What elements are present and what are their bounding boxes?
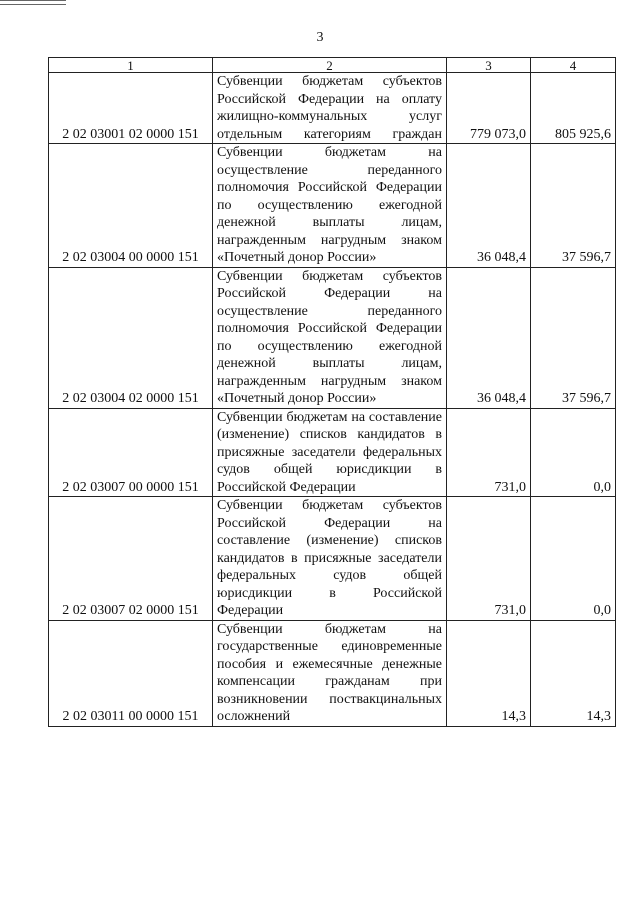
budget-code: 2 02 03001 02 0000 151 (49, 73, 213, 144)
amount-column-4: 0,0 (531, 408, 616, 497)
table-row (49, 73, 616, 144)
amount-column-3: 779 073,0 (447, 73, 531, 144)
description-text: Субвенции бюджетам субъектов Российской Федерации на осуществление переданного полномочия Российской Федерации по осуществлению ежегодной денежной выплаты лицам, награжденным нагрудным знаком «Почетный донор России» (217, 268, 442, 406)
column-header-2: 2 (213, 58, 447, 73)
amount-column-3: 36 048,4 (447, 267, 531, 408)
row-description (213, 620, 447, 726)
budget-code: 2 02 03004 00 0000 151 (49, 144, 213, 268)
description-text: Субвенции бюджетам на государственные единовременные пособия и ежемесячные денежные компенсации гражданам при возникновении поствакцинальных осложнений (217, 621, 442, 724)
column-header-3: 3 (447, 58, 531, 73)
description-text: Субвенции бюджетам на осуществление переданного полномочия Российской Федерации по осуществлению ежегодной денежной выплаты лицам, награжденным нагрудным знаком «Почетный донор России» (217, 145, 442, 265)
row-description (213, 144, 447, 268)
column-header-1: 1 (49, 58, 213, 73)
budget-table (48, 57, 616, 727)
description-text: Субвенции бюджетам на составление (изменение) списков кандидатов в присяжные заседатели федеральных судов общей юрисдикции в Российской Федерации (217, 409, 442, 495)
column-header-4: 4 (531, 58, 616, 73)
amount-column-4: 0,0 (531, 497, 616, 621)
table-row (49, 497, 616, 621)
table-row (49, 408, 616, 497)
table-row (49, 620, 616, 726)
row-description (213, 267, 447, 408)
amount-column-4: 37 596,7 (531, 144, 616, 268)
table-row (49, 267, 616, 408)
header-row (49, 58, 616, 73)
budget-code: 2 02 03004 02 0000 151 (49, 267, 213, 408)
amount-column-3: 731,0 (447, 497, 531, 621)
row-description (213, 497, 447, 621)
amount-column-4: 37 596,7 (531, 267, 616, 408)
description-text: Субвенции бюджетам субъектов Российской Федерации на оплату жилищно-коммунальных услуг отдельным категориям граждан (217, 74, 442, 142)
table-row (49, 144, 616, 268)
amount-column-3: 731,0 (447, 408, 531, 497)
budget-code: 2 02 03007 02 0000 151 (49, 497, 213, 621)
amount-column-3: 14,3 (447, 620, 531, 726)
amount-column-4: 14,3 (531, 620, 616, 726)
row-description (213, 408, 447, 497)
page-number: 3 (316, 30, 324, 45)
row-description (213, 73, 447, 144)
budget-code: 2 02 03011 00 0000 151 (49, 620, 213, 726)
corner-scan-mark (0, 0, 66, 5)
budget-code: 2 02 03007 00 0000 151 (49, 408, 213, 497)
amount-column-4: 805 925,6 (531, 73, 616, 144)
amount-column-3: 36 048,4 (447, 144, 531, 268)
description-text: Субвенции бюджетам субъектов Российской Федерации на составление (изменение) списков кандидатов в присяжные заседатели федеральных судов общей юрисдикции в Российской Федерации (217, 498, 442, 618)
